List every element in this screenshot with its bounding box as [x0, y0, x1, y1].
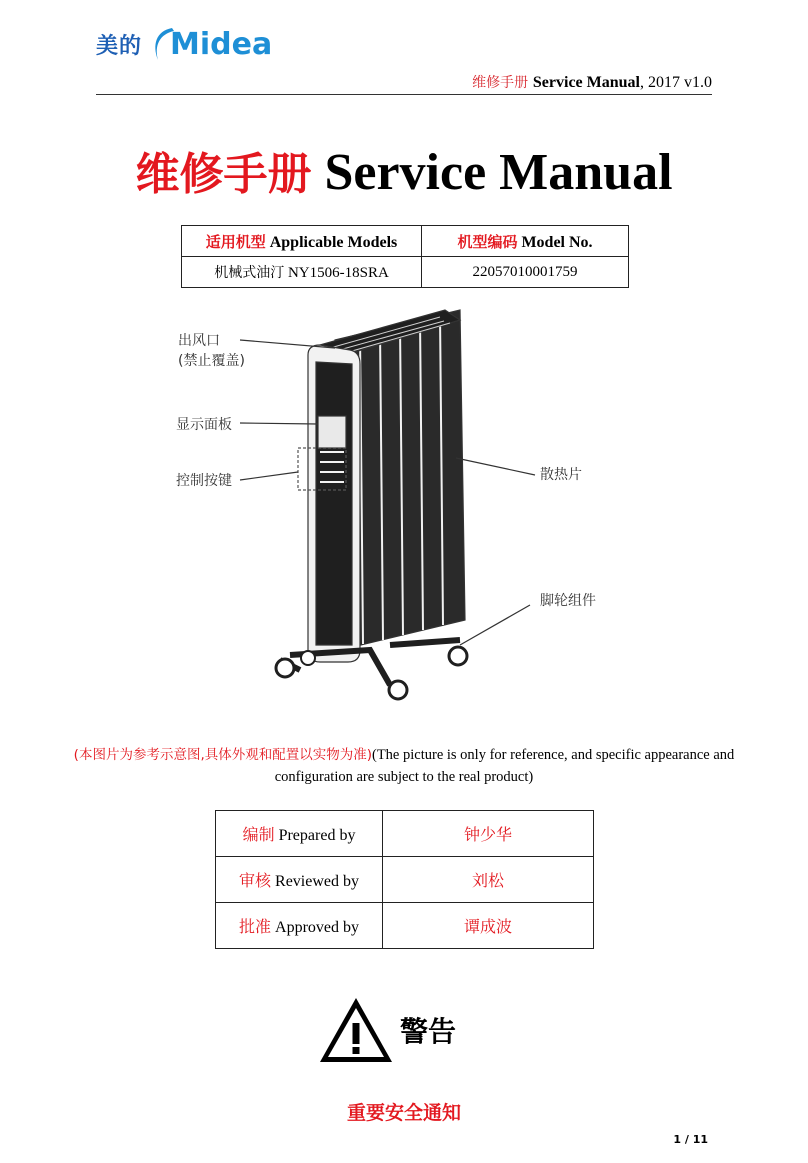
- role-cell: 审核 Reviewed by: [216, 857, 383, 903]
- header-version: , 2017 v1.0: [640, 74, 712, 91]
- role-cell: 批准 Approved by: [216, 903, 383, 949]
- label-outlet: 出风口 (禁止覆盖): [178, 333, 245, 369]
- midea-logo: [96, 22, 272, 66]
- header-cn: 维修手册: [472, 75, 529, 91]
- models-header-row: [182, 226, 629, 257]
- note-en: (The picture is only for reference, and specific appearance and configuration are subject to the real product): [274, 747, 735, 785]
- models-data-row: [182, 257, 629, 288]
- label-display-panel: 显示面板: [176, 417, 232, 433]
- header-applicable-models: 适用机型 Applicable Models: [182, 226, 422, 257]
- page-title: [0, 138, 808, 202]
- label-control-buttons: 控制按键: [176, 473, 232, 489]
- running-header: [472, 72, 712, 92]
- reference-note: [60, 744, 748, 788]
- logo-en: Midea: [170, 26, 273, 62]
- models-table: [181, 225, 629, 288]
- title-en: Service Manual: [311, 144, 673, 201]
- model-name-cell: 机械式油汀 NY1506-18SRA: [182, 257, 422, 288]
- logo-cn: 美的: [96, 33, 143, 59]
- role-cell: 编制 Prepared by: [216, 811, 383, 857]
- approval-table: [215, 810, 594, 949]
- model-code-cell: 22057010001759: [422, 257, 629, 288]
- warning-triangle-icon: [318, 996, 394, 1064]
- name-cell: 钟少华: [383, 811, 594, 857]
- header-rule: [96, 94, 712, 95]
- page-number: 1 / 11: [673, 1133, 708, 1146]
- header-en: Service Manual: [532, 74, 640, 91]
- header-model-no: 机型编码 Model No.: [422, 226, 629, 257]
- label-fins: 散热片: [540, 467, 582, 483]
- note-cn: (本图片为参考示意图,具体外观和配置以实物为准): [73, 747, 372, 763]
- safety-notice: 重要安全通知: [346, 1102, 461, 1124]
- approval-row-prepared: [216, 811, 594, 857]
- warning-block: [318, 996, 456, 1064]
- product-figure: [160, 300, 640, 710]
- approval-row-reviewed: [216, 857, 594, 903]
- label-wheels: 脚轮组件: [540, 593, 596, 609]
- warning-text: 警告: [400, 1015, 457, 1048]
- approval-row-approved: [216, 903, 594, 949]
- title-cn: 维修手册: [135, 149, 312, 200]
- name-cell: 刘松: [383, 857, 594, 903]
- name-cell: 谭成波: [383, 903, 594, 949]
